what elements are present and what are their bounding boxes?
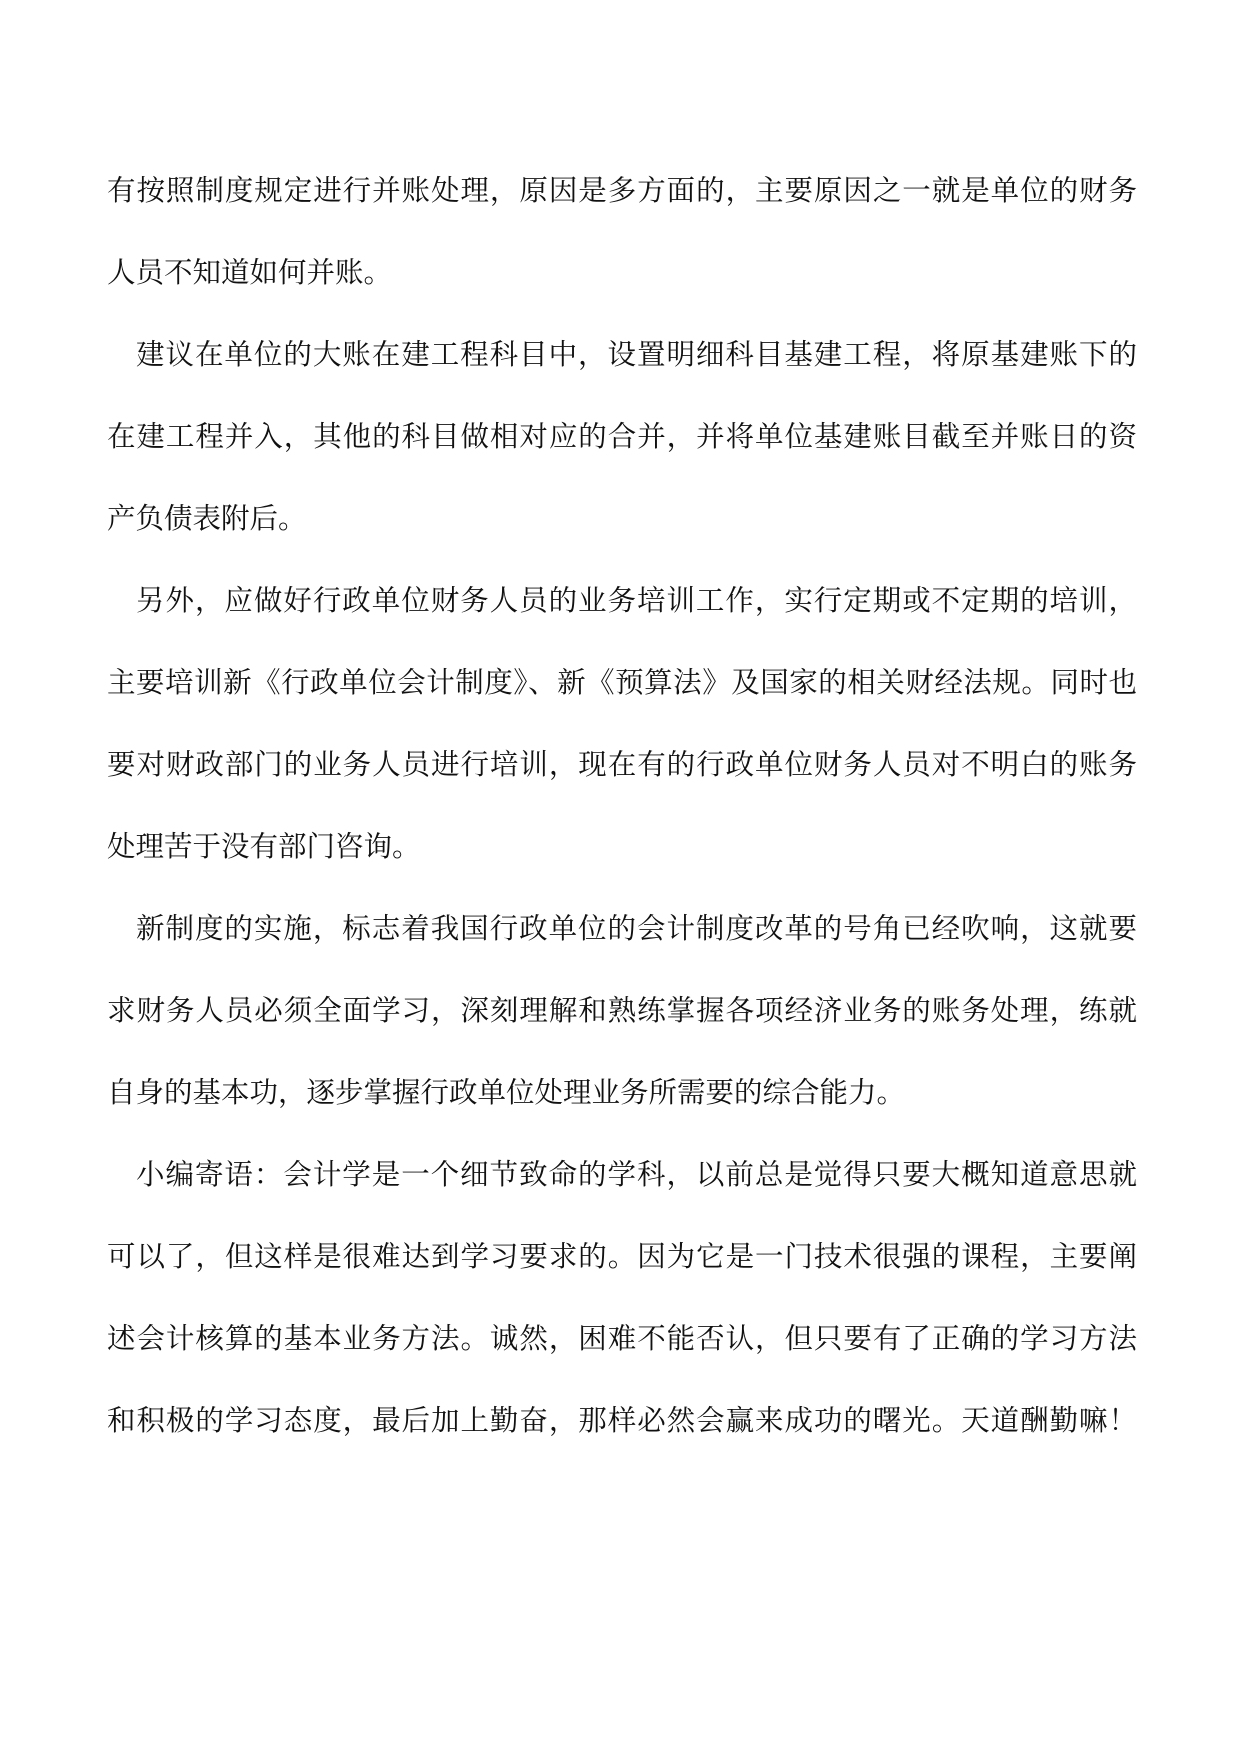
paragraph-5-line-1: 小编寄语：会计学是一个细节致命的学科，以前总是觉得只要大概知道意思就 — [136, 1158, 1137, 1191]
document-body — [107, 150, 1137, 1462]
paragraph-5-line-2: 可以了，但这样是很难达到学习要求的。因为它是一门技术很强的课程，主要阐 — [107, 1240, 1137, 1273]
paragraph-4-line-2: 求财务人员必须全面学习，深刻理解和熟练掌握各项经济业务的账务处理，练就 — [107, 994, 1137, 1027]
paragraph-2-line-1: 建议在单位的大账在建工程科目中，设置明细科目基建工程，将原基建账下的 — [136, 338, 1137, 371]
paragraph-5-line-4: 和积极的学习态度，最后加上勤奋，那样必然会赢来成功的曙光。天道酬勤嘛！ — [107, 1404, 1137, 1437]
paragraph-1-line-1: 有按照制度规定进行并账处理，原因是多方面的，主要原因之一就是单位的财务 — [107, 174, 1137, 207]
paragraph-4-line-1: 新制度的实施，标志着我国行政单位的会计制度改革的号角已经吹响，这就要 — [136, 912, 1137, 945]
paragraph-3-line-1: 另外，应做好行政单位财务人员的业务培训工作，实行定期或不定期的培训， — [136, 584, 1137, 617]
paragraph-1-line-2: 人员不知道如何并账。 — [107, 256, 393, 289]
paragraph-5-line-3: 述会计核算的基本业务方法。诚然，困难不能否认，但只要有了正确的学习方法 — [107, 1322, 1137, 1355]
paragraph-3-line-3: 要对财政部门的业务人员进行培训，现在有的行政单位财务人员对不明白的账务 — [107, 748, 1137, 781]
paragraph-2-line-3: 产负债表附后。 — [107, 502, 307, 535]
paragraph-3-line-2: 主要培训新《行政单位会计制度》、新《预算法》及国家的相关财经法规。同时也 — [107, 666, 1137, 699]
paragraph-4-line-3: 自身的基本功，逐步掌握行政单位处理业务所需要的综合能力。 — [107, 1076, 906, 1109]
paragraph-3-line-4: 处理苦于没有部门咨询。 — [107, 830, 421, 863]
paragraph-2-line-2: 在建工程并入，其他的科目做相对应的合并，并将单位基建账目截至并账日的资 — [107, 420, 1137, 453]
